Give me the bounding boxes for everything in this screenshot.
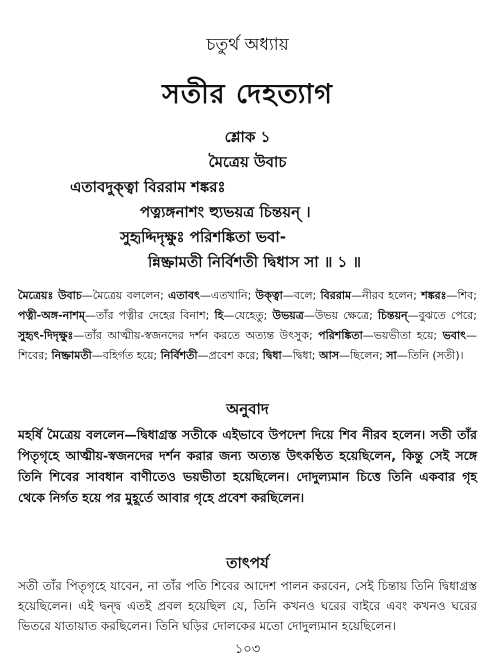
synonym-meaning: —নীরব হলেন;	[351, 289, 422, 302]
synonym-meaning: —শিব;	[446, 289, 477, 302]
verse-line-1: এতাবদুক্ত্বা বিররাম শঙ্করঃ	[70, 178, 226, 196]
synonym-term: উভয়ত্র	[272, 309, 304, 322]
synonym-term: উক্ত্বা	[255, 289, 283, 302]
page-title: সতীর দেহত্যাগ	[161, 79, 333, 110]
synonym-term: পরিশঙ্কিতা	[318, 329, 363, 342]
synonym-term: ভবাৎ	[442, 329, 467, 342]
translation-text: মহর্ষি মৈত্রেয় বললেন—দ্বিধাগ্রস্ত সতীকে এইভাবে উপদেশ দিয়ে শিব নীরব হলেন। সতী তাঁর পিতৃগৃহে আত্মীয়-স্বজনদের দর্শন করার জন্য অত্যন্ত উৎকণ্ঠিত হয়েছিলেন, কিন্তু সেই সঙ্গে তিনি শিবের সাবধান বাণীতেও ভয়ভীতা হয়েছিলেন। দোদুল্যমান চিত্তে তিনি একবার গৃহ থেকে নির্গত হয়ে পর মুহূর্তে আবার গৃহে প্রবেশ করছিলেন।	[18, 427, 477, 505]
verse-line-4: ন্নিষ্ক্রামতী নির্বিশতী দ্বিধাস সা ॥ ১ ॥	[148, 253, 361, 271]
synonym-meaning: —তিনি (সতী)।	[396, 349, 464, 362]
synonym-meaning: —যেহেতু;	[223, 309, 273, 322]
synonym-meaning: —উভয় ক্ষেত্রে;	[303, 309, 378, 322]
synonym-term: নির্বিশতী	[160, 349, 198, 362]
synonym-term: এতাবৎ	[168, 289, 200, 302]
synonym-term: বিররাম	[320, 289, 352, 302]
synonym-meaning: —শিবের;	[18, 329, 478, 362]
purport-heading: তাৎপর্য	[226, 554, 269, 572]
page-number: ১০৩	[234, 642, 261, 657]
synonym-meaning: —প্রবেশ করে;	[197, 349, 263, 362]
synonym-meaning: —বহির্গত হয়ে;	[91, 349, 161, 362]
synonym-meaning: —দ্বিধা;	[281, 349, 319, 362]
verse-line-2: পত্ন্যঙ্গনাশং হ্যুভয়ত্র চিন্তয়ন্ ।	[140, 203, 311, 221]
synonym-meaning: —মৈত্রেয় বললেন;	[81, 289, 169, 302]
chapter-heading: চতুর্থ অধ্যায়	[206, 35, 289, 55]
synonym-term: চিন্তয়ন্	[377, 309, 408, 322]
synonym-meaning: —বলে;	[282, 289, 321, 302]
verse-speaker: মৈত্রেয় উবাচ	[208, 153, 287, 171]
synonym-term: দ্বিধা	[262, 349, 282, 362]
synonym-term: পত্নী-অঙ্গ-নাশম্	[18, 309, 86, 322]
synonym-meaning: —এতখানি;	[199, 289, 256, 302]
verse-line-3: সুহৃদ্দিদৃক্ষুঃ পরিশঙ্কিতা ভবা-	[120, 228, 286, 246]
translation-heading: অনুবাদ	[226, 400, 269, 418]
synonym-term: সা	[386, 349, 397, 362]
word-synonyms	[18, 286, 477, 366]
synonym-term: নিষ্ক্রামতী	[51, 349, 92, 362]
synonym-term: আস	[318, 349, 340, 362]
synonym-term: হি	[214, 309, 224, 322]
purport-text: সতী তাঁর পিতৃগৃহে যাবেন, না তাঁর পতি শিবের আদেশ পালন করবেন, সেই চিন্তায় তিনি দ্বিধাগ্রস্ত হয়েছিলেন। এই দ্বন্দ্ব এতই প্রবল হয়েছিল যে, তিনি কখনও ঘরের বাইরে এবং কখনও ঘরের ভিতরে যাতায়াত করছিলেন। তিনি ঘড়ির দোলকের মতো দোদুল্যমান হয়েছিলেন।	[18, 579, 477, 633]
synonym-term: সুহৃৎ-দিদৃক্ষুঃ	[18, 329, 74, 342]
synonym-meaning: —ছিলেন;	[339, 349, 387, 362]
synonym-meaning: —তাঁর পত্নীর দেহের বিনাশ;	[85, 309, 215, 322]
synonym-meaning: —বুঝতে পেরে;	[407, 309, 477, 322]
synonym-meaning: —ভয়ভীতা হয়ে;	[362, 329, 443, 342]
synonym-term: শঙ্করঃ	[421, 289, 447, 302]
sloka-number: শ্লোক ১	[224, 128, 271, 146]
synonym-term: মৈত্রেয়ঃ উবাচ	[18, 289, 82, 302]
synonym-meaning: —তাঁর আত্মীয়-স্বজনদের দর্শন করতে অত্যন্ত উৎসুক;	[73, 329, 319, 342]
